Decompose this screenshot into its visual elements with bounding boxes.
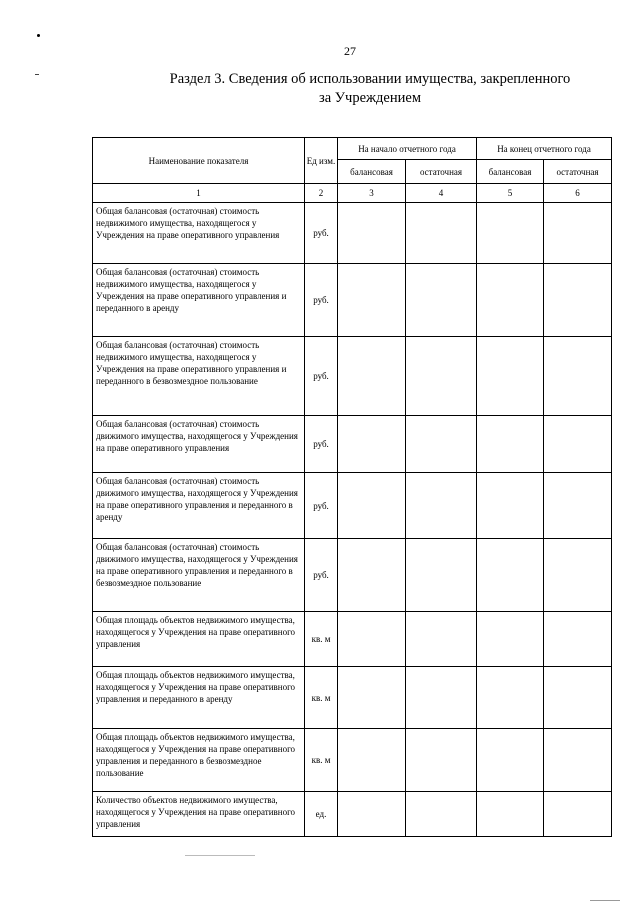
start-balance-cell	[338, 203, 406, 264]
end-balance-cell	[477, 473, 544, 539]
column-number: 6	[544, 184, 612, 203]
start-balance-cell	[338, 264, 406, 337]
indicator-name: Общая балансовая (остаточная) стоимость недвижимого имущества, находящегося у Учреждения на праве оперативного управления	[93, 203, 305, 264]
end-balance-cell	[477, 264, 544, 337]
section-title	[140, 70, 600, 108]
end-residual-cell	[544, 264, 612, 337]
end-residual-cell	[544, 612, 612, 667]
header-end-balance: балансовая	[477, 160, 544, 184]
table-row	[93, 612, 612, 667]
unit-cell: руб.	[305, 203, 338, 264]
scan-mark	[35, 74, 39, 75]
column-number: 2	[305, 184, 338, 203]
start-residual-cell	[406, 264, 477, 337]
header-end-residual: остаточная	[544, 160, 612, 184]
scan-line	[590, 900, 620, 901]
indicator-name: Общая площадь объектов недвижимого имущества, находящегося у Учреждения на праве оперативного управления и переданного в аренду	[93, 667, 305, 729]
unit-cell: руб.	[305, 264, 338, 337]
column-number: 3	[338, 184, 406, 203]
scan-line	[185, 855, 255, 856]
header-end-of-year: На конец отчетного года	[477, 138, 612, 160]
start-residual-cell	[406, 667, 477, 729]
start-residual-cell	[406, 337, 477, 416]
header-indicator-name: Наименование показателя	[93, 138, 305, 184]
start-balance-cell	[338, 539, 406, 612]
unit-cell: руб.	[305, 539, 338, 612]
indicator-name: Общая площадь объектов недвижимого имущества, находящегося у Учреждения на праве оперативного управления	[93, 612, 305, 667]
end-residual-cell	[544, 416, 612, 473]
table-row	[93, 792, 612, 837]
table-row	[93, 416, 612, 473]
start-residual-cell	[406, 416, 477, 473]
end-balance-cell	[477, 203, 544, 264]
end-residual-cell	[544, 729, 612, 792]
start-balance-cell	[338, 729, 406, 792]
unit-cell: кв. м	[305, 612, 338, 667]
column-number: 4	[406, 184, 477, 203]
table-row	[93, 729, 612, 792]
indicator-name: Общая балансовая (остаточная) стоимость движимого имущества, находящегося у Учреждения на праве оперативного управления и переданного в безвозмездное пользование	[93, 539, 305, 612]
unit-cell: кв. м	[305, 729, 338, 792]
end-balance-cell	[477, 667, 544, 729]
table-row	[93, 539, 612, 612]
start-balance-cell	[338, 667, 406, 729]
end-residual-cell	[544, 337, 612, 416]
end-balance-cell	[477, 612, 544, 667]
end-balance-cell	[477, 729, 544, 792]
property-usage-table	[92, 137, 612, 837]
column-number: 1	[93, 184, 305, 203]
header-start-of-year: На начало отчетного года	[338, 138, 477, 160]
start-balance-cell	[338, 473, 406, 539]
indicator-name: Общая балансовая (остаточная) стоимость движимого имущества, находящегося у Учреждения на праве оперативного управления	[93, 416, 305, 473]
end-residual-cell	[544, 539, 612, 612]
end-balance-cell	[477, 539, 544, 612]
end-residual-cell	[544, 792, 612, 837]
end-balance-cell	[477, 416, 544, 473]
section-title-line-1: Раздел 3. Сведения об использовании имущества, закрепленного	[169, 71, 571, 87]
indicator-name: Количество объектов недвижимого имущества, находящегося у Учреждения на праве оперативного управления	[93, 792, 305, 837]
section-title-line-2: за Учреждением	[319, 90, 421, 106]
indicator-name: Общая балансовая (остаточная) стоимость недвижимого имущества, находящегося у Учреждения на праве оперативного управления и переданного в аренду	[93, 264, 305, 337]
start-balance-cell	[338, 337, 406, 416]
unit-cell: кв. м	[305, 667, 338, 729]
table-row	[93, 203, 612, 264]
end-residual-cell	[544, 667, 612, 729]
unit-cell: руб.	[305, 416, 338, 473]
start-balance-cell	[338, 612, 406, 667]
unit-cell: ед.	[305, 792, 338, 837]
table-row	[93, 667, 612, 729]
unit-cell: руб.	[305, 473, 338, 539]
table-row	[93, 264, 612, 337]
page-number: 27	[344, 44, 356, 58]
start-balance-cell	[338, 792, 406, 837]
indicator-name: Общая балансовая (остаточная) стоимость недвижимого имущества, находящегося у Учреждения на праве оперативного управления и переданного в безвозмездное пользование	[93, 337, 305, 416]
start-residual-cell	[406, 473, 477, 539]
header-start-balance: балансовая	[338, 160, 406, 184]
start-residual-cell	[406, 792, 477, 837]
start-residual-cell	[406, 612, 477, 667]
end-residual-cell	[544, 203, 612, 264]
start-residual-cell	[406, 203, 477, 264]
end-residual-cell	[544, 473, 612, 539]
start-residual-cell	[406, 729, 477, 792]
header-unit: Ед изм.	[305, 138, 338, 184]
table-row	[93, 337, 612, 416]
column-number: 5	[477, 184, 544, 203]
end-balance-cell	[477, 792, 544, 837]
table-row	[93, 473, 612, 539]
end-balance-cell	[477, 337, 544, 416]
column-number-row	[93, 184, 612, 203]
start-residual-cell	[406, 539, 477, 612]
unit-cell: руб.	[305, 337, 338, 416]
start-balance-cell	[338, 416, 406, 473]
header-start-residual: остаточная	[406, 160, 477, 184]
indicator-name: Общая площадь объектов недвижимого имущества, находящегося у Учреждения на праве оперативного управления и переданного в безвозмездное пользование	[93, 729, 305, 792]
scan-speck	[37, 34, 40, 37]
indicator-name: Общая балансовая (остаточная) стоимость движимого имущества, находящегося у Учреждения на праве оперативного управления и переданного в аренду	[93, 473, 305, 539]
